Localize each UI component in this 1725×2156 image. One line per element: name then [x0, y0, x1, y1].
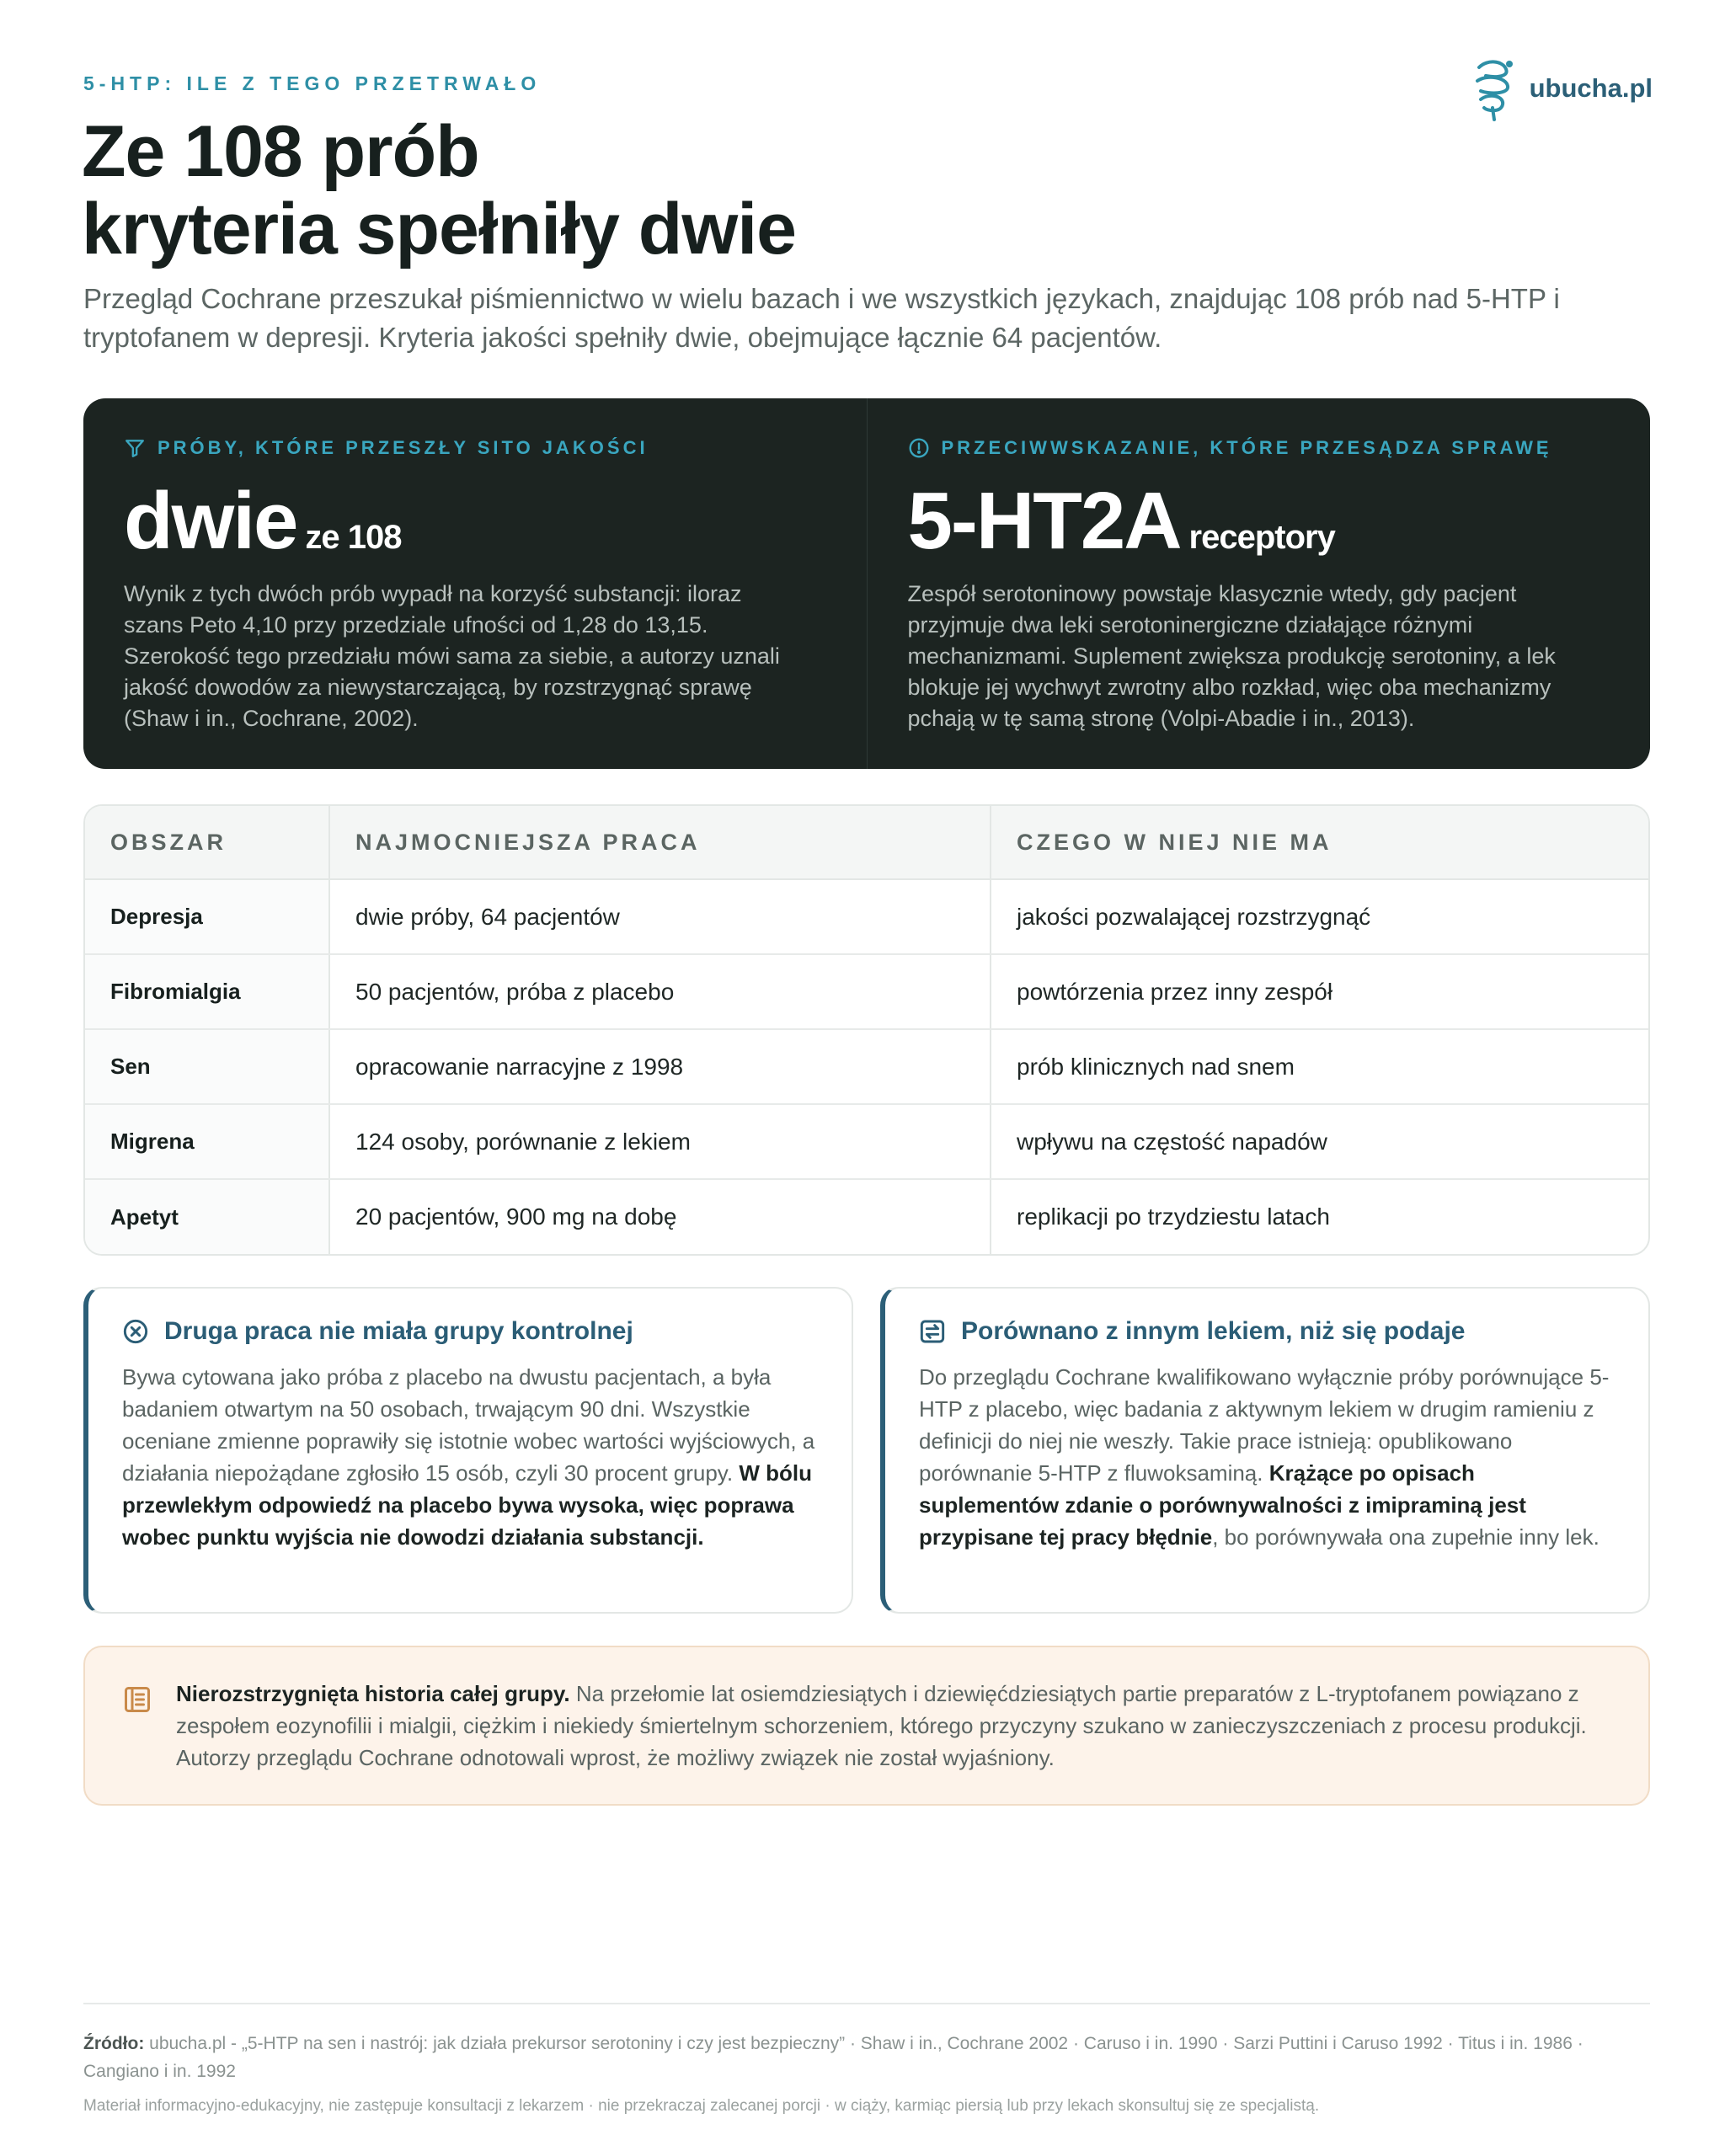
table-row — [85, 879, 1648, 954]
card-emphasis: Krążące po opisach suplementów zdanie o porównywalności z imipraminą jest przypisane tej pracy błędnie — [919, 1460, 1526, 1550]
source-line — [83, 2030, 1658, 2085]
cell-strongest: dwie próby, 64 pacjentów — [329, 879, 991, 954]
stat-number: 5-HT2A — [907, 476, 1181, 566]
note-text: Na przełomie lat osiemdziesiątych i dziewięćdziesiątych partie preparatów z L-tryptofanem powiązano z zespołem eozynofilii i mialgii, ciężkim i niekiedy śmiertelnym schorzeniem, którego przyczyny szukano w zanieczyszczeniach z procesu produkcji. Autorzy przeglądu Cochrane odnotowali wprost, że możliwy związek nie został wyjaśniony. — [176, 1681, 1587, 1770]
cell-missing: jakości pozwalającej rozstrzygnąć — [991, 879, 1648, 954]
note-body — [176, 1678, 1606, 1774]
evidence-table — [83, 804, 1650, 1256]
stat-label — [908, 437, 1610, 459]
footer-divider — [83, 2003, 1650, 2004]
note-emphasis: Nierozstrzygnięta historia całej grupy. — [176, 1681, 570, 1706]
card-tail: , bo porównywała ona zupełnie inny lek. — [1212, 1524, 1599, 1550]
stat-label — [124, 437, 826, 459]
source-label: Źródło: — [83, 2034, 145, 2053]
stat-label-text: PRZECIWWSKAZANIE, KTÓRE PRZESĄDZA SPRAWĘ — [941, 437, 1552, 458]
cell-missing: powtórzenia przez inny zespół — [991, 954, 1648, 1029]
history-note — [83, 1646, 1650, 1806]
cell-area: Depresja — [85, 879, 329, 954]
brand-logo[interactable] — [1469, 56, 1653, 121]
eyebrow: 5-HTP: ILE Z TEGO PRZETRWAŁO — [83, 72, 542, 94]
card-body — [919, 1361, 1615, 1553]
filter-icon — [124, 437, 146, 459]
kombucha-logo-icon — [1469, 56, 1518, 121]
card-text: Bywa cytowana jako próba z placebo na dwustu pacjentach, a była badaniem otwartym na 50 osobach, trwającym 90 dni. Wszystkie oceniane zmienne poprawiły się istotnie wobec wartości wyjściowych, a działania niepożądane zgłosiło 15 osób, czyli 30 procent grupy. — [122, 1364, 815, 1486]
column-header-strongest: NAJMOCNIEJSZA PRACA — [329, 806, 991, 879]
stat-suffix: ze 108 — [305, 519, 402, 556]
title-line-1: Ze 108 prób — [82, 111, 479, 192]
stat-number: dwie — [124, 476, 297, 566]
stat-description: Zespół serotoninowy powstaje klasycznie wtedy, gdy pacjent przyjmuje dwa leki serotoninergiczne działające różnymi mechanizmami. Suplement zwiększa produkcję serotoniny, a lek blokuje jej wychwyt zwrotny albo rozkład, więc oba mechanizmy pchają w tę samą stronę (Volpi-Abadie i in., 2013). — [907, 581, 1556, 731]
cell-area: Fibromialgia — [85, 954, 329, 1029]
lede: Przegląd Cochrane przeszukał piśmiennictwo w wielu bazach i we wszystkich językach, znajdując 108 prób nad 5-HTP i tryptofanem w depresji. Kryteria jakości spełniły dwie, obejmujące łącznie 64 pacjentów. — [83, 283, 1560, 353]
brand-name: ubucha.pl — [1529, 73, 1653, 103]
alert-circle-icon — [908, 437, 930, 459]
stat-contraindication — [867, 398, 1651, 769]
stat-value — [124, 476, 826, 566]
stat-value — [907, 476, 1610, 566]
card-title: Porównano z innym lekiem, niż się podaje — [961, 1317, 1466, 1345]
card-title: Druga praca nie miała grupy kontrolnej — [164, 1317, 633, 1345]
cell-missing: prób klinicznych nad snem — [991, 1029, 1648, 1104]
cell-strongest: 124 osoby, porównanie z lekiem — [329, 1104, 991, 1179]
card-no-control-group — [83, 1287, 853, 1614]
page-title — [82, 113, 796, 268]
stat-description: Wynik z tych dwóch prób wypadł na korzyść substancji: iloraz szans Peto 4,10 przy przedziale ufności od 1,28 do 13,15. Szerokość tego przedziału mówi sama za siebie, a autorzy uznali jakość dowodów za niewystarczającą, by rozstrzygnąć sprawę (Shaw i in., Cochrane, 2002). — [124, 581, 780, 731]
cell-missing: replikacji po trzydziestu latach — [991, 1179, 1648, 1254]
stat-trials — [83, 398, 867, 769]
document-icon — [122, 1684, 152, 1715]
card-heading — [122, 1317, 818, 1346]
stat-suffix: receptory — [1188, 519, 1335, 556]
cell-strongest: opracowanie narracyjne z 1998 — [329, 1029, 991, 1104]
cell-area: Apetyt — [85, 1179, 329, 1254]
stats-panel — [83, 398, 1650, 769]
column-header-area: OBSZAR — [85, 806, 329, 879]
cell-area: Migrena — [85, 1104, 329, 1179]
card-body — [122, 1361, 818, 1553]
column-header-missing: CZEGO W NIEJ NIE MA — [991, 806, 1648, 879]
table-row — [85, 954, 1648, 1029]
cell-missing: wpływu na częstość napadów — [991, 1104, 1648, 1179]
card-text: Do przeglądu Cochrane kwalifikowano wyłącznie próby porównujące 5-HTP z placebo, więc badania z aktywnym lekiem w drugim ramieniu z definicji do niej nie weszły. Takie prace istnieją: opublikowano porównanie 5-HTP z fluwoksaminą. — [919, 1364, 1610, 1486]
swap-icon — [919, 1318, 946, 1345]
cell-strongest: 20 pacjentów, 900 mg na dobę — [329, 1179, 991, 1254]
source-text: ubucha.pl - „5-HTP na sen i nastrój: jak działa prekursor serotoniny i czy jest bezpieczny” · Shaw i in., Cochrane 2002 · Caruso i in. 1990 · Sarzi Puttini i Caruso 1992 · Titus i in. 1986 · Cangiano i in. 1992 — [83, 2034, 1583, 2081]
disclaimer: Materiał informacyjno-edukacyjny, nie zastępuje konsultacji z lekarzem · nie przekraczaj zalecanej porcji · w ciąży, karmiąc piersią lub przy lekach skonsultuj się ze specjalistą. — [83, 2097, 1320, 2115]
cell-area: Sen — [85, 1029, 329, 1104]
cell-strongest: 50 pacjentów, próba z placebo — [329, 954, 991, 1029]
table-row — [85, 1104, 1648, 1179]
x-circle-icon — [122, 1318, 149, 1345]
table-row — [85, 1179, 1648, 1254]
stat-label-text: PRÓBY, KTÓRE PRZESZŁY SITO JAKOŚCI — [158, 437, 649, 458]
card-other-drug — [880, 1287, 1650, 1614]
title-line-2: kryteria spełniły dwie — [82, 189, 796, 270]
table-row — [85, 1029, 1648, 1104]
card-emphasis: W bólu przewlekłym odpowiedź na placebo bywa wysoka, więc poprawa wobec punktu wyjścia nie dowodzi działania substancji. — [122, 1460, 812, 1550]
card-heading — [919, 1317, 1615, 1346]
table-header-row — [85, 806, 1648, 879]
